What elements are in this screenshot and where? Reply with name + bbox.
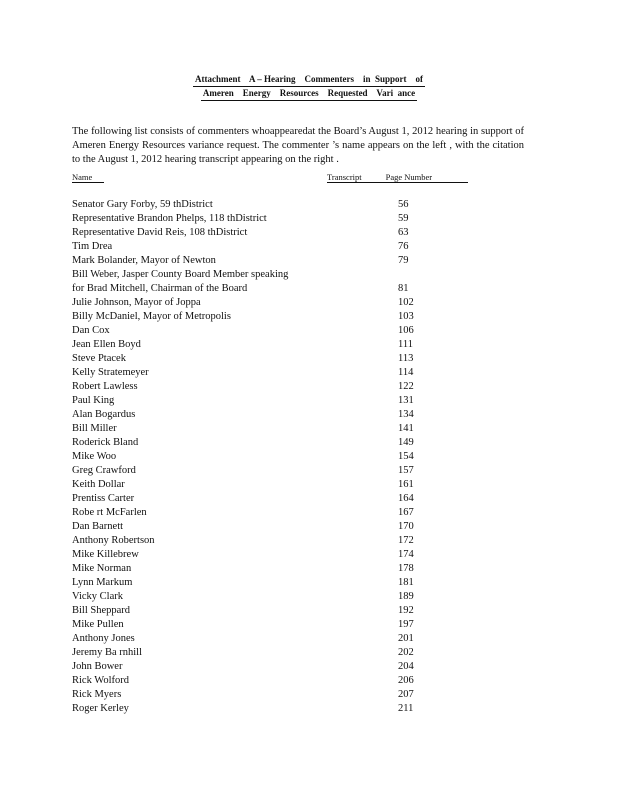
commenter-name: Vicky Clark <box>72 591 123 602</box>
commenter-name: Representative David Reis, 108 thDistrict <box>72 227 248 238</box>
commenter-name: Mike Pullen <box>72 619 124 630</box>
commenter-name: Bill Weber, Jasper County Board Member speaking <box>72 269 289 280</box>
list-item <box>0 352 618 366</box>
transcript-page: 79 <box>398 255 409 266</box>
transcript-page: 141 <box>398 423 414 434</box>
list-item <box>0 422 618 436</box>
list-item <box>0 534 618 548</box>
commenter-name: Mike Norman <box>72 563 132 574</box>
commenter-name: Representative Brandon Phelps, 118 thDistrict <box>72 213 267 224</box>
transcript-column-header: Transcript <box>327 172 362 182</box>
list-item <box>0 282 618 296</box>
commenter-name: Paul King <box>72 395 115 406</box>
list-item <box>0 520 618 534</box>
title-line-1: Attachment A – Hearing Commenters in Support of <box>193 73 425 87</box>
list-item <box>0 240 618 254</box>
transcript-page-header <box>327 172 468 183</box>
list-item <box>0 198 618 212</box>
transcript-page: 131 <box>398 395 414 406</box>
commenter-list <box>0 198 618 716</box>
commenter-name: Dan Barnett <box>72 521 124 532</box>
list-item <box>0 646 618 660</box>
transcript-page: 59 <box>398 213 409 224</box>
list-item <box>0 212 618 226</box>
transcript-page: 178 <box>398 563 414 574</box>
commenter-name: Mike Woo <box>72 451 117 462</box>
commenter-name: Rick Myers <box>72 689 122 700</box>
commenter-name: Bill Sheppard <box>72 605 131 616</box>
list-item <box>0 702 618 716</box>
transcript-page: 211 <box>398 703 414 714</box>
commenter-name: Bill Miller <box>72 423 117 434</box>
list-item <box>0 254 618 268</box>
list-item <box>0 268 618 282</box>
transcript-page: 207 <box>398 689 414 700</box>
intro-paragraph: The following list consists of commenters whoappearedat the Board’s August 1, 2012 hearing in support of Ameren Energy Resources variance request. The commenter ’s name appears on the left , with the citation to the August 1, 2012 hearing transcript appearing on the right . <box>72 125 524 165</box>
transcript-page: 106 <box>398 325 414 336</box>
transcript-page: 103 <box>398 311 414 322</box>
commenter-name: for Brad Mitchell, Chairman of the Board <box>72 283 248 294</box>
transcript-page: 122 <box>398 381 414 392</box>
list-item <box>0 590 618 604</box>
transcript-page: 154 <box>398 451 414 462</box>
commenter-name: Tim Drea <box>72 241 113 252</box>
transcript-page: 201 <box>398 633 414 644</box>
list-item <box>0 562 618 576</box>
list-item <box>0 506 618 520</box>
commenter-name: Roderick Bland <box>72 437 139 448</box>
commenter-name: John Bower <box>72 661 123 672</box>
title-line-2: Ameren Energy Resources Requested Vari ance <box>201 87 417 101</box>
list-item <box>0 338 618 352</box>
transcript-page: 149 <box>398 437 414 448</box>
list-item <box>0 618 618 632</box>
transcript-page: 114 <box>398 367 414 378</box>
list-item <box>0 576 618 590</box>
list-item <box>0 604 618 618</box>
list-item <box>0 226 618 240</box>
transcript-page: 111 <box>398 339 413 350</box>
commenter-name: Jean Ellen Boyd <box>72 339 141 350</box>
list-item <box>0 310 618 324</box>
transcript-page: 167 <box>398 507 414 518</box>
list-item <box>0 408 618 422</box>
list-item <box>0 394 618 408</box>
list-item <box>0 324 618 338</box>
transcript-page: 192 <box>398 605 414 616</box>
transcript-page: 56 <box>398 199 409 210</box>
list-item <box>0 674 618 688</box>
list-item <box>0 436 618 450</box>
commenter-name: Mark Bolander, Mayor of Newton <box>72 255 216 266</box>
commenter-name: Robe rt McFarlen <box>72 507 147 518</box>
list-item <box>0 688 618 702</box>
list-item <box>0 366 618 380</box>
list-item <box>0 660 618 674</box>
commenter-name: Greg Crawford <box>72 465 136 476</box>
commenter-name: Robert Lawless <box>72 381 138 392</box>
commenter-name: Rick Wolford <box>72 675 129 686</box>
transcript-page: 161 <box>398 479 414 490</box>
commenter-name: Keith Dollar <box>72 479 125 490</box>
list-item <box>0 548 618 562</box>
commenter-name: Senator Gary Forby, 59 thDistrict <box>72 199 213 210</box>
page-number-column-header: Page Number <box>385 172 433 182</box>
list-item <box>0 492 618 506</box>
list-item <box>0 478 618 492</box>
commenter-name: Lynn Markum <box>72 577 133 588</box>
list-item <box>0 464 618 478</box>
list-item <box>0 380 618 394</box>
transcript-page: 81 <box>398 283 409 294</box>
transcript-page: 63 <box>398 227 409 238</box>
transcript-page: 102 <box>398 297 414 308</box>
transcript-page: 181 <box>398 577 414 588</box>
transcript-page: 76 <box>398 241 409 252</box>
commenter-name: Alan Bogardus <box>72 409 136 420</box>
transcript-page: 113 <box>398 353 414 364</box>
transcript-page: 197 <box>398 619 414 630</box>
document-title <box>0 73 618 101</box>
commenter-name: Mike Killebrew <box>72 549 139 560</box>
list-item <box>0 296 618 310</box>
commenter-name: Anthony Robertson <box>72 535 155 546</box>
transcript-page: 157 <box>398 465 414 476</box>
transcript-page: 170 <box>398 521 414 532</box>
transcript-page: 172 <box>398 535 414 546</box>
commenter-name: Jeremy Ba rnhill <box>72 647 142 658</box>
column-headers <box>0 172 618 184</box>
commenter-name: Steve Ptacek <box>72 353 126 364</box>
transcript-page: 189 <box>398 591 414 602</box>
commenter-name: Julie Johnson, Mayor of Joppa <box>72 297 201 308</box>
commenter-name: Kelly Stratemeyer <box>72 367 149 378</box>
transcript-page: 204 <box>398 661 414 672</box>
commenter-name: Dan Cox <box>72 325 110 336</box>
transcript-page: 202 <box>398 647 414 658</box>
name-column-header: Name <box>72 172 104 183</box>
transcript-page: 164 <box>398 493 414 504</box>
commenter-name: Prentiss Carter <box>72 493 135 504</box>
transcript-page: 174 <box>398 549 414 560</box>
list-item <box>0 632 618 646</box>
commenter-name: Billy McDaniel, Mayor of Metropolis <box>72 311 231 322</box>
transcript-page: 206 <box>398 675 414 686</box>
list-item <box>0 450 618 464</box>
commenter-name: Anthony Jones <box>72 633 135 644</box>
commenter-name: Roger Kerley <box>72 703 129 714</box>
transcript-page: 134 <box>398 409 414 420</box>
